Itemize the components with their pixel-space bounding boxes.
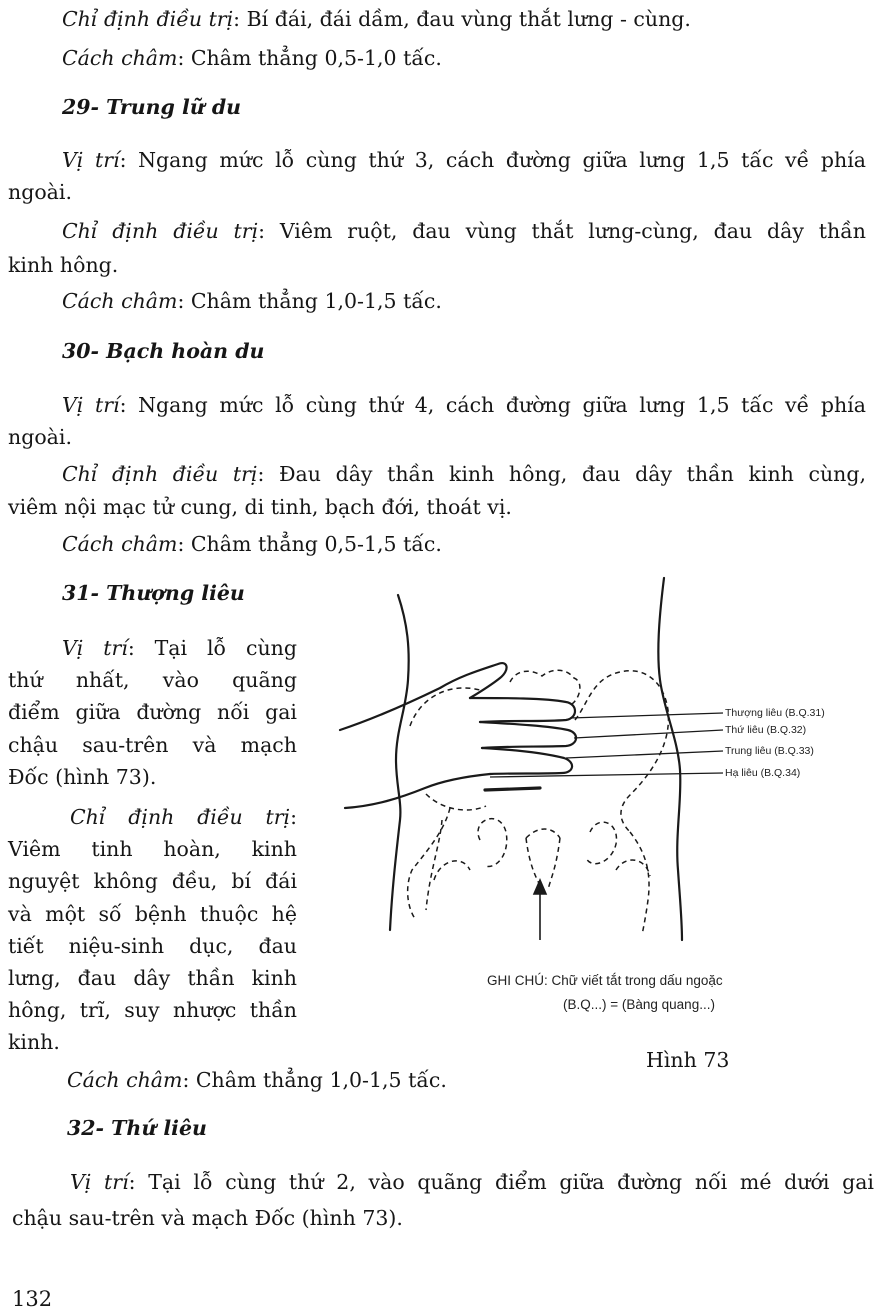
figure-label-thu-lieu: Thứ liêu (B.Q.32): [725, 724, 807, 736]
location-label: Vị trí: [70, 1170, 129, 1194]
indication-label: Chỉ định điều trị: [62, 7, 234, 31]
needling-text: : Châm thẳng 1,0-1,5 tấc.: [177, 289, 442, 313]
s31-indication-row: và một số bệnh thuộc hệ: [8, 901, 297, 926]
indication-text: : Viêm ruột, đau vùng thắt lưng-cùng, đau dây thần: [258, 219, 866, 243]
s31-location-row: thứ nhất, vào quãng: [8, 668, 297, 693]
indication-text: : Đau dây thần kinh hông, đau dây thần kinh cùng,: [257, 462, 866, 486]
location-text: : Ngang mức lỗ cùng thứ 4, cách đường giữa lưng 1,5 tấc về phía: [119, 393, 866, 417]
s31-location-row: điểm giữa đường nối gai: [8, 700, 297, 725]
section-title-31: 31- Thượng liêu: [62, 581, 245, 605]
needling-text: : Châm thẳng 1,0-1,5 tấc.: [182, 1068, 447, 1092]
s30-location-line: [62, 393, 866, 417]
s30-indication-cont: viêm nội mạc tử cung, di tinh, bạch đới, thoát vị.: [8, 495, 512, 519]
s28-needling-line: [62, 46, 442, 70]
s31-indication-row: lưng, đau dây thần kinh: [8, 965, 297, 990]
s31-indication-row: kinh.: [8, 1030, 60, 1055]
figure-label-ha-lieu: Hạ liêu (B.Q.34): [725, 767, 801, 779]
s31-location-first-row: [8, 632, 297, 664]
indication-text: : Bí đái, đái dầm, đau vùng thắt lưng - cùng.: [233, 7, 691, 31]
figure-label-trung-lieu: Trung liêu (B.Q.33): [725, 745, 814, 757]
s30-needling-line: [62, 532, 442, 556]
s31-location-row: Đốc (hình 73).: [8, 764, 157, 789]
s31-indication-row: tiết niệu-sinh dục, đau: [8, 933, 297, 958]
indication-label: Chỉ định điều trị: [70, 805, 291, 829]
s31-indication-row: nguyệt không đều, bí đái: [8, 869, 297, 894]
pelvis-acupoint-figure: [330, 570, 883, 950]
s31-indication-row: hông, trĩ, suy nhược thần: [8, 998, 297, 1023]
indication-label: Chỉ định điều trị: [62, 219, 259, 243]
needling-label: Cách châm: [67, 1068, 183, 1092]
location-text: : Tại lỗ cùng: [127, 636, 297, 660]
needling-label: Cách châm: [62, 289, 178, 313]
s31-location-column: [8, 632, 297, 793]
s32-location-cont: chậu sau-trên và mạch Đốc (hình 73).: [12, 1206, 403, 1230]
s31-indication-column: [8, 801, 297, 1059]
section-title-30: 30- Bạch hoàn du: [62, 339, 265, 363]
location-text: : Ngang mức lỗ cùng thứ 3, cách đường giữa lưng 1,5 tấc về phía: [119, 148, 866, 172]
s31-indication-first-row: [8, 801, 297, 833]
page-number: 132: [12, 1287, 53, 1311]
section-title-32: 32- Thứ liêu: [67, 1116, 207, 1140]
figure-note-line-1: GHI CHÚ: Chữ viết tắt trong dấu ngoặc: [487, 973, 723, 988]
figure-note-line-2: (B.Q...) = (Bàng quang...): [563, 997, 715, 1012]
figure-label-thuong-lieu: Thượng liêu (B.Q.31): [725, 707, 825, 719]
location-text: : Tại lỗ cùng thứ 2, vào quãng điểm giữa đường nối mé dưới gai: [128, 1170, 874, 1194]
needling-text: : Châm thẳng 0,5-1,5 tấc.: [177, 532, 442, 556]
s28-indication-line: [62, 7, 691, 31]
s29-location-line: [62, 148, 866, 172]
figure-caption: Hình 73: [646, 1048, 730, 1072]
needling-label: Cách châm: [62, 532, 178, 556]
s30-indication-line: [62, 462, 866, 486]
indication-label: Chỉ định điều trị: [62, 462, 258, 486]
s29-location-cont: ngoài.: [8, 180, 72, 204]
location-label: Vị trí: [62, 636, 128, 660]
s31-needling-line: [67, 1068, 447, 1092]
s29-indication-line: [62, 219, 866, 243]
s29-indication-cont: kinh hông.: [8, 253, 119, 277]
needling-text: : Châm thẳng 0,5-1,0 tấc.: [177, 46, 442, 70]
location-label: Vị trí: [62, 393, 120, 417]
section-title-29: 29- Trung lữ du: [62, 95, 242, 119]
s29-needling-line: [62, 289, 442, 313]
s31-indication-row: Viêm tinh hoàn, kinh: [8, 837, 297, 862]
location-label: Vị trí: [62, 148, 120, 172]
s30-location-cont: ngoài.: [8, 425, 72, 449]
s31-location-row: chậu sau-trên và mạch: [8, 732, 297, 757]
s32-location-line: [70, 1170, 874, 1194]
needling-label: Cách châm: [62, 46, 178, 70]
indication-colon: :: [290, 805, 297, 829]
